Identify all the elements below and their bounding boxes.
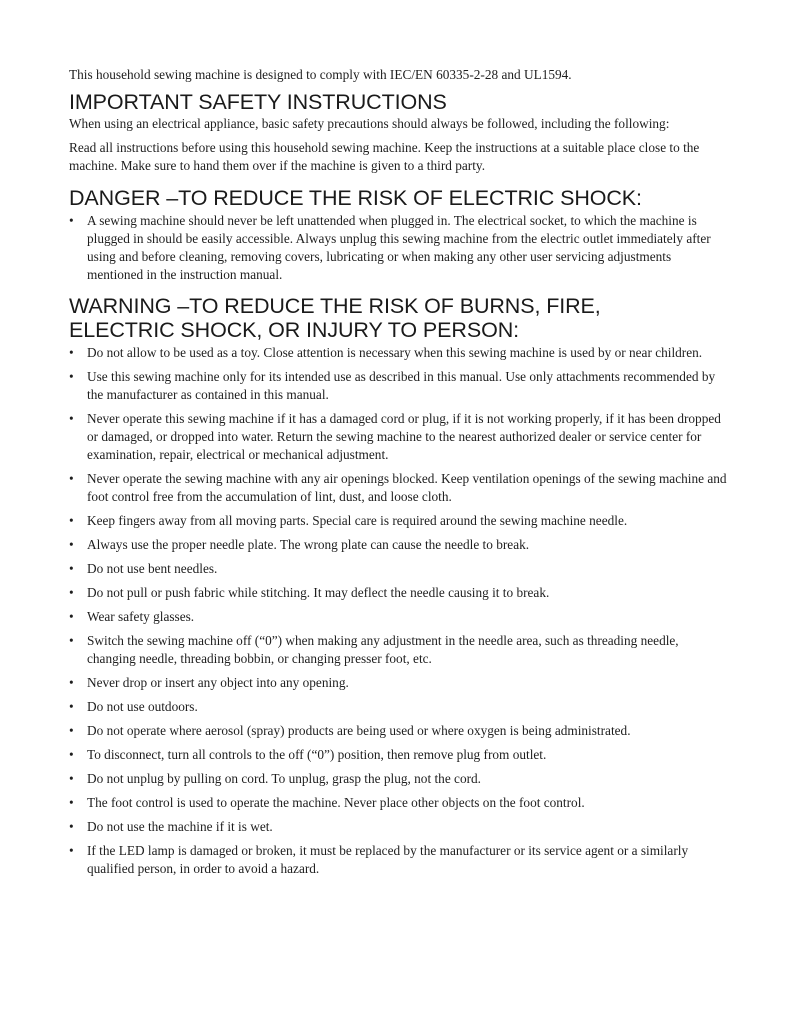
list-item-text: Do not use bent needles.: [87, 561, 218, 576]
list-item-text: If the LED lamp is damaged or broken, it must be replaced by the manufacturer or its service agent or a similarly qualified person, in order to avoid a hazard.: [87, 843, 689, 876]
list-item-text: Do not use outdoors.: [87, 699, 198, 714]
bullet-icon: •: [69, 795, 74, 810]
list-item: [69, 608, 729, 626]
list-item: [69, 212, 729, 284]
warning-heading-line: ELECTRIC SHOCK, OR INJURY TO PERSON:: [69, 318, 519, 342]
bullet-icon: •: [69, 513, 74, 528]
bullet-icon: •: [69, 819, 74, 834]
list-item: [69, 698, 729, 716]
list-item-text: A sewing machine should never be left unattended when plugged in. The electrical socket, to which the machine is plugged in should be easily accessible. Always unplug this sewing machine from the electric outlet immediately after using and before cleaning, removing covers, lubricating or when making any other user servicing adjustments mentioned in the instruction manual.: [87, 213, 711, 282]
list-item-text: Do not operate where aerosol (spray) products are being used or where oxygen is being administrated.: [87, 723, 631, 738]
compliance-statement: This household sewing machine is designed to comply with IEC/EN 60335-2-28 and UL1594.: [69, 67, 572, 82]
list-item-text: Do not unplug by pulling on cord. To unplug, grasp the plug, not the cord.: [87, 771, 481, 786]
list-item-text: Always use the proper needle plate. The wrong plate can cause the needle to break.: [87, 537, 530, 552]
bullet-icon: •: [69, 561, 74, 576]
list-item: [69, 368, 729, 404]
list-item: [69, 674, 729, 692]
list-item: [69, 512, 729, 530]
list-item-text: Wear safety glasses.: [87, 609, 195, 624]
list-item-text: To disconnect, turn all controls to the off (“0”) position, then remove plug from outlet.: [87, 747, 547, 762]
bullet-icon: •: [69, 585, 74, 600]
list-item: [69, 770, 729, 788]
bullet-icon: •: [69, 213, 74, 228]
bullet-icon: •: [69, 699, 74, 714]
bullet-icon: •: [69, 411, 74, 426]
bullet-icon: •: [69, 723, 74, 738]
bullet-icon: •: [69, 747, 74, 762]
list-item-text: The foot control is used to operate the machine. Never place other objects on the foot control.: [87, 795, 585, 810]
list-item: [69, 584, 729, 602]
danger-list: [69, 212, 729, 284]
list-item: [69, 842, 729, 878]
list-item-text: Never operate this sewing machine if it has a damaged cord or plug, if it is not working properly, if it has been dropped or damaged, or dropped into water. Return the sewing machine to the nearest authorized dealer or service center for examination, repair, electrical or mechanical adjustment.: [87, 411, 721, 462]
bullet-icon: •: [69, 843, 74, 858]
bullet-icon: •: [69, 345, 74, 360]
danger-heading: DANGER –TO REDUCE THE RISK OF ELECTRIC SHOCK:: [69, 186, 642, 210]
warning-heading: [69, 294, 729, 342]
important-safety-heading: IMPORTANT SAFETY INSTRUCTIONS: [69, 90, 447, 114]
list-item: [69, 794, 729, 812]
list-item-text: Keep fingers away from all moving parts. Special care is required around the sewing machine needle.: [87, 513, 628, 528]
list-item-text: Do not use the machine if it is wet.: [87, 819, 273, 834]
list-item: [69, 470, 729, 506]
list-item: [69, 536, 729, 554]
list-item-text: Do not pull or push fabric while stitching. It may deflect the needle causing it to break.: [87, 585, 550, 600]
list-item-text: Never operate the sewing machine with any air openings blocked. Keep ventilation openings of the sewing machine and foot control free from the accumulation of lint, dust, and loose cloth.: [87, 471, 727, 504]
bullet-icon: •: [69, 369, 74, 384]
bullet-icon: •: [69, 633, 74, 648]
list-item-text: Use this sewing machine only for its intended use as described in this manual. Use only attachments recommended by the manufacturer as contained in this manual.: [87, 369, 716, 402]
list-item: [69, 560, 729, 578]
list-item: [69, 632, 729, 668]
list-item-text: Never drop or insert any object into any opening.: [87, 675, 349, 690]
list-item: [69, 722, 729, 740]
bullet-icon: •: [69, 609, 74, 624]
read-instructions-paragraph: Read all instructions before using this household sewing machine. Keep the instructions at a suitable place close to the machine. Make sure to hand them over if the machine is given to a third party.: [69, 140, 700, 173]
bullet-icon: •: [69, 471, 74, 486]
bullet-icon: •: [69, 537, 74, 552]
bullet-icon: •: [69, 675, 74, 690]
intro-paragraph: When using an electrical appliance, basic safety precautions should always be followed, including the following:: [69, 116, 670, 131]
manual-page: [69, 66, 729, 884]
list-item: [69, 746, 729, 764]
list-item-text: Do not allow to be used as a toy. Close attention is necessary when this sewing machine is used by or near children.: [87, 345, 703, 360]
list-item: [69, 818, 729, 836]
important-intro: [69, 115, 729, 175]
list-item-text: Switch the sewing machine off (“0”) when making any adjustment in the needle area, such as threading needle, changing needle, threading bobbin, or changing presser foot, etc.: [87, 633, 679, 666]
bullet-icon: •: [69, 771, 74, 786]
warning-list: [69, 344, 729, 878]
list-item: [69, 410, 729, 464]
warning-heading-line: WARNING –TO REDUCE THE RISK OF BURNS, FIRE,: [69, 294, 601, 318]
list-item: [69, 344, 729, 362]
